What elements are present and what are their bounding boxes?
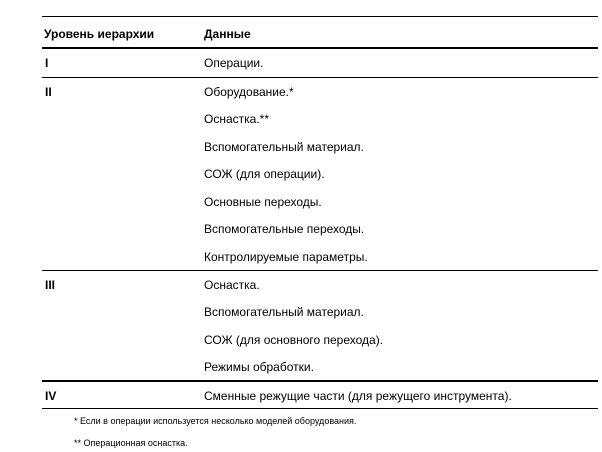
table-bottom-rule xyxy=(42,408,598,409)
table-cell: СОЖ (для операции). xyxy=(204,167,325,181)
level-label: I xyxy=(45,56,49,70)
table-top-rule xyxy=(42,16,598,17)
header-data: Данные xyxy=(204,27,251,41)
table-cell: Операции. xyxy=(204,56,264,70)
level-label: IV xyxy=(45,389,57,403)
table-cell: Вспомогательный материал. xyxy=(204,305,364,319)
table-cell: Оснастка. xyxy=(204,278,260,292)
group-divider xyxy=(42,380,598,382)
table-cell: Контролируемые параметры. xyxy=(204,250,368,264)
group-divider xyxy=(42,270,598,271)
table-cell: Основные переходы. xyxy=(204,195,322,209)
table-cell: Вспомогательный материал. xyxy=(204,140,364,154)
footnote: * Если в операции используется несколько моделей оборудования. xyxy=(74,416,357,426)
header-rule xyxy=(42,47,598,49)
level-label: III xyxy=(45,278,56,292)
footnote: ** Операционная оснастка. xyxy=(74,438,188,448)
table-cell: Оснастка.** xyxy=(204,112,269,126)
table-cell: СОЖ (для основного перехода). xyxy=(204,333,384,347)
level-label: II xyxy=(45,85,52,99)
header-hierarchy-level: Уровень иерархии xyxy=(44,27,155,41)
table-cell: Вспомогательные переходы. xyxy=(204,222,365,236)
table-cell: Режимы обработки. xyxy=(204,360,314,374)
table-cell: Сменные режущие части (для режущего инструмента). xyxy=(204,389,512,403)
group-divider xyxy=(42,77,598,78)
table-cell: Оборудование.* xyxy=(204,85,294,99)
